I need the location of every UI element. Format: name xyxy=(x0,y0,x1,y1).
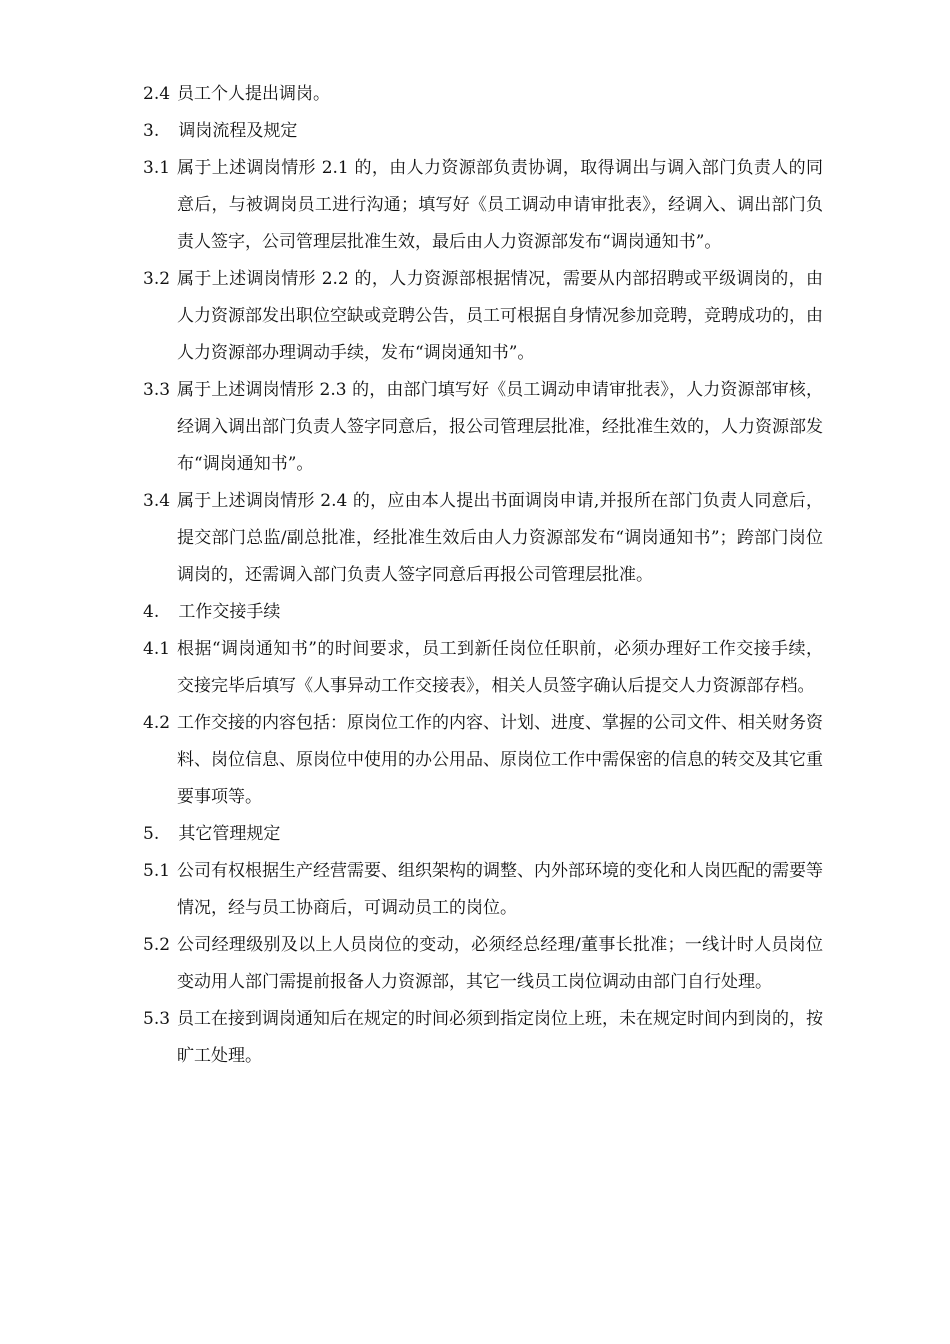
clause-3-3 xyxy=(143,372,823,483)
clause-number: 2.4 xyxy=(143,84,171,104)
clause-5-1 xyxy=(143,853,823,927)
clause-number: 3.1 xyxy=(143,158,171,178)
clause-text: 工作交接的内容包括：原岗位工作的内容、计划、进度、掌握的公司文件、相关财务资料、岗位信息、原岗位中使用的办公用品、原岗位工作中需保密的信息的转交及其它重要事项等。 xyxy=(177,713,823,807)
section-title: 其它管理规定 xyxy=(178,824,281,844)
clause-number: 4.2 xyxy=(143,713,171,733)
clause-5-3 xyxy=(143,1001,823,1075)
section-number: 3. xyxy=(143,121,160,141)
clause-text: 根据“调岗通知书”的时间要求，员工到新任岗位任职前，必须办理好工作交接手续，交接完毕后填写《人事异动工作交接表》，相关人员签字确认后提交人力资源部存档。 xyxy=(177,639,823,696)
clause-text: 属于上述调岗情形 2.1 的，由人力资源部负责协调，取得调出与调入部门负责人的同意后，与被调岗员工进行沟通；填写好《员工调动申请审批表》，经调入、调出部门负责人签字，公司管理层批准生效，最后由人力资源部发布“调岗通知书”。 xyxy=(177,158,823,252)
clause-number: 3.4 xyxy=(143,491,171,511)
clause-number: 5.3 xyxy=(143,1009,171,1029)
clause-text: 属于上述调岗情形 2.2 的，人力资源部根据情况，需要从内部招聘或平级调岗的，由人力资源部发出职位空缺或竞聘公告，员工可根据自身情况参加竞聘，竞聘成功的，由人力资源部办理调动手续，发布“调岗通知书”。 xyxy=(177,269,823,363)
clause-number: 3.3 xyxy=(143,380,171,400)
clause-3-2 xyxy=(143,261,823,372)
document-body xyxy=(143,76,823,1075)
clause-2-4 xyxy=(143,76,823,113)
clause-text: 属于上述调岗情形 2.4 的，应由本人提出书面调岗申请,并报所在部门负责人同意后，提交部门总监/副总批准，经批准生效后由人力资源部发布“调岗通知书”；跨部门岗位调岗的，还需调入部门负责人签字同意后再报公司管理层批准。 xyxy=(177,491,823,585)
section-heading-4 xyxy=(143,594,823,631)
section-title: 工作交接手续 xyxy=(178,602,281,622)
clause-3-4 xyxy=(143,483,823,594)
clause-number: 4.1 xyxy=(143,639,171,659)
section-heading-3 xyxy=(143,113,823,150)
clause-text: 员工个人提出调岗。 xyxy=(177,84,330,104)
clause-text: 公司有权根据生产经营需要、组织架构的调整、内外部环境的变化和人岗匹配的需要等情况，经与员工协商后，可调动员工的岗位。 xyxy=(177,861,823,918)
clause-4-2 xyxy=(143,705,823,816)
section-number: 5. xyxy=(143,824,160,844)
clause-text: 公司经理级别及以上人员岗位的变动，必须经总经理/董事长批准；一线计时人员岗位变动用人部门需提前报备人力资源部，其它一线员工岗位调动由部门自行处理。 xyxy=(177,935,823,992)
clause-3-1 xyxy=(143,150,823,261)
section-heading-5 xyxy=(143,816,823,853)
clause-4-1 xyxy=(143,631,823,705)
clause-number: 5.2 xyxy=(143,935,171,955)
clause-text: 员工在接到调岗通知后在规定的时间必须到指定岗位上班，未在规定时间内到岗的，按旷工处理。 xyxy=(177,1009,823,1066)
section-title: 调岗流程及规定 xyxy=(178,121,298,141)
section-number: 4. xyxy=(143,602,160,622)
clause-text: 属于上述调岗情形 2.3 的，由部门填写好《员工调动申请审批表》，人力资源部审核，经调入调出部门负责人签字同意后，报公司管理层批准，经批准生效的，人力资源部发布“调岗通知书”。 xyxy=(177,380,823,474)
clause-number: 3.2 xyxy=(143,269,171,289)
clause-number: 5.1 xyxy=(143,861,171,881)
clause-5-2 xyxy=(143,927,823,1001)
